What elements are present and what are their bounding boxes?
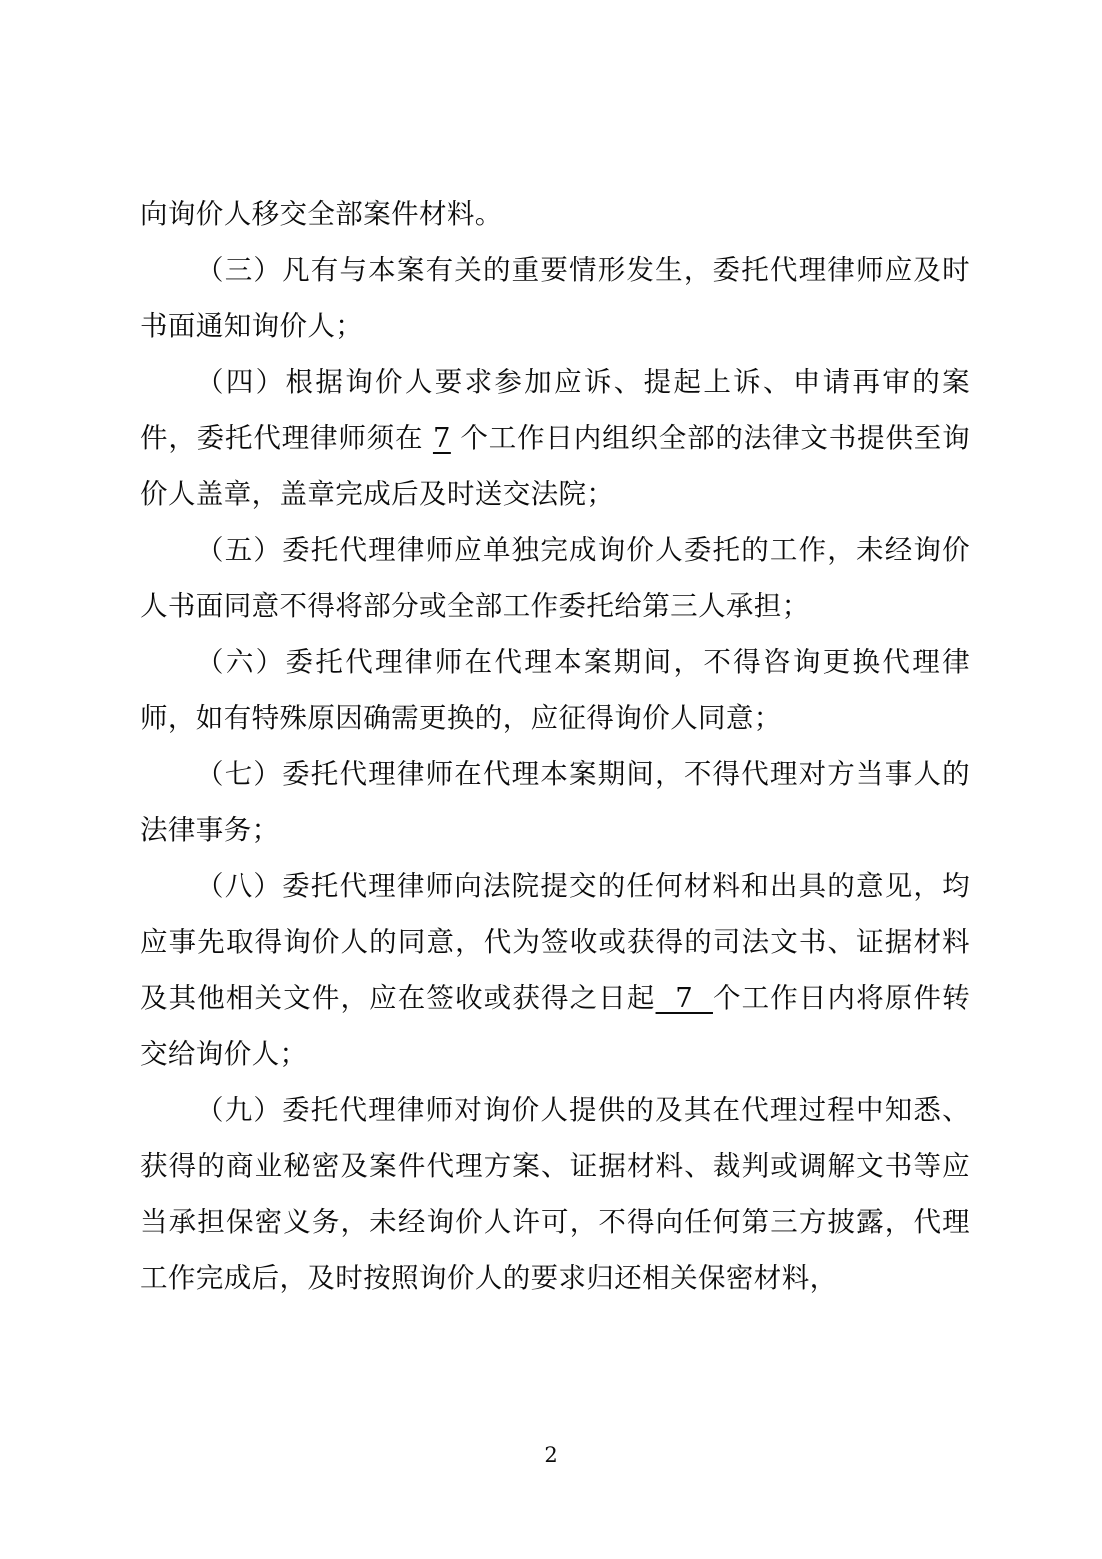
underlined-value: 7 [655,982,713,1014]
paragraph-item-9 [140,1082,970,1306]
text-run: 个工作日内将原件转交给询价人； [140,982,970,1070]
text-run: 向询价人移交全部案件材料。 [140,198,503,230]
text-run: （五）委托代理律师应单独完成询价人委托的工作，未经询价人书面同意不得将部分或全部工作委托给第三人承担； [140,534,970,622]
paragraph-item-7 [140,746,970,858]
text-run: （八）委托代理律师向法院提交的任何材料和出具的意见，均应事先取得询价人的同意，代为签收或获得的司法文书、证据材料及其他相关文件，应在签收或获得之日起 [140,870,970,1014]
paragraph-continuation-line [140,186,970,242]
paragraph-item-5 [140,522,970,634]
paragraph-item-8 [140,858,970,1082]
text-run: 个工作日内组织全部的法律文书提供至询价人盖章，盖章完成后及时送交法院； [140,422,971,510]
paragraph-item-4 [140,354,970,522]
text-run: （七）委托代理律师在代理本案期间，不得代理对方当事人的法律事务； [140,758,970,846]
page-number: 2 [544,1443,558,1467]
paragraph-item-6 [140,634,970,746]
paragraph-item-3 [140,242,970,354]
text-run: （三）凡有与本案有关的重要情形发生，委托代理律师应及时书面通知询价人； [140,254,970,342]
document-body [140,186,970,1306]
text-run: （六）委托代理律师在代理本案期间，不得咨询更换代理律师，如有特殊原因确需更换的，应征得询价人同意； [140,646,970,734]
underlined-value: 7 [432,422,451,454]
text-run: （四）根据询价人要求参加应诉、提起上诉、申请再审的案件，委托代理律师须在 [140,366,970,454]
text-run: （九）委托代理律师对询价人提供的及其在代理过程中知悉、获得的商业秘密及案件代理方案、证据材料、裁判或调解文书等应当承担保密义务，未经询价人许可，不得向任何第三方披露，代理工作完成后，及时按照询价人的要求归还相关保密材料， [140,1094,970,1294]
